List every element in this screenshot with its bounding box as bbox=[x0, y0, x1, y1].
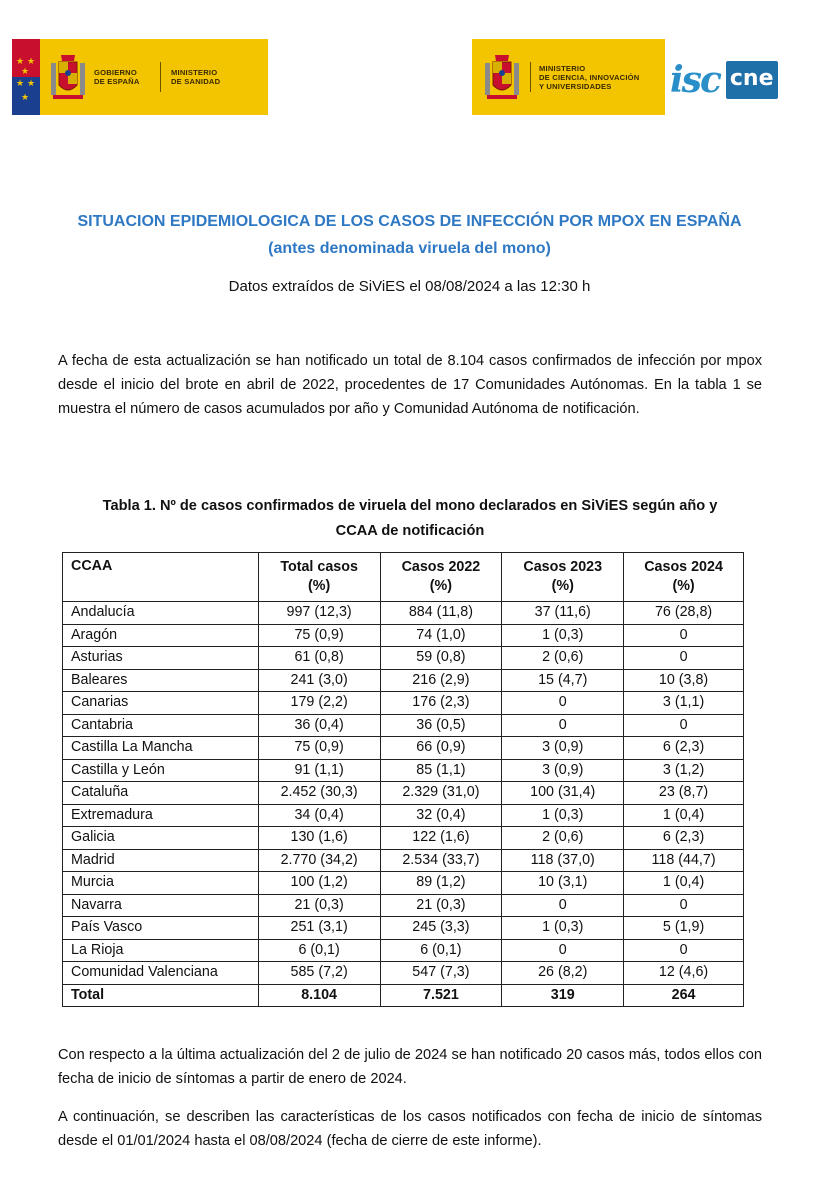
cases-cell: 1 (0,4) bbox=[624, 872, 744, 895]
cases-cell: 0 bbox=[502, 714, 624, 737]
table-row bbox=[63, 894, 744, 917]
table-row bbox=[63, 827, 744, 850]
logo-line: GOBIERNO bbox=[94, 68, 137, 77]
cases-cell: 2 (0,6) bbox=[502, 647, 624, 670]
region-name-cell: Cantabria bbox=[63, 714, 259, 737]
cases-cell: 36 (0,5) bbox=[380, 714, 502, 737]
cases-cell: 0 bbox=[624, 624, 744, 647]
region-name-cell: Navarra bbox=[63, 894, 259, 917]
logo-line: DE ESPAÑA bbox=[94, 77, 140, 86]
cases-cell: 0 bbox=[624, 647, 744, 670]
logo-line: DE CIENCIA, INNOVACIÓN bbox=[539, 72, 640, 82]
cases-table bbox=[62, 552, 744, 1007]
cases-cell: 585 (7,2) bbox=[258, 962, 380, 985]
region-name-cell: Baleares bbox=[63, 669, 259, 692]
cases-cell: 997 (12,3) bbox=[258, 602, 380, 625]
cases-cell: 0 bbox=[502, 894, 624, 917]
cases-cell: 37 (11,6) bbox=[502, 602, 624, 625]
cases-cell: 6 (2,3) bbox=[624, 737, 744, 760]
cases-cell: 34 (0,4) bbox=[258, 804, 380, 827]
table-row bbox=[63, 872, 744, 895]
data-extraction-note: Datos extraídos de SiViES el 08/08/2024 a las 12:30 h bbox=[228, 278, 591, 295]
column-header bbox=[380, 553, 502, 602]
table-caption-line: Tabla 1. Nº de casos confirmados de viruela del mono declarados en SiViES según año y bbox=[102, 498, 718, 514]
cases-cell: 118 (37,0) bbox=[502, 849, 624, 872]
header-unit: (%) bbox=[672, 578, 695, 594]
total-label-cell: Total bbox=[63, 984, 259, 1007]
header-unit: (%) bbox=[429, 578, 453, 594]
header-label: Casos 2023 bbox=[523, 559, 603, 575]
cases-cell: 89 (1,2) bbox=[380, 872, 502, 895]
cases-cell: 241 (3,0) bbox=[258, 669, 380, 692]
cases-cell: 85 (1,1) bbox=[380, 759, 502, 782]
total-cell: 264 bbox=[624, 984, 744, 1007]
region-name-cell: País Vasco bbox=[63, 917, 259, 940]
cases-cell: 75 (0,9) bbox=[258, 624, 380, 647]
region-name-cell: Aragón bbox=[63, 624, 259, 647]
column-header bbox=[502, 553, 624, 602]
cases-cell: 76 (28,8) bbox=[624, 602, 744, 625]
table-row bbox=[63, 737, 744, 760]
cases-cell: 251 (3,1) bbox=[258, 917, 380, 940]
region-name-cell: Murcia bbox=[63, 872, 259, 895]
cases-cell: 2.452 (30,3) bbox=[258, 782, 380, 805]
isc-logo-text: isc bbox=[670, 59, 720, 101]
region-name-cell: Andalucía bbox=[63, 602, 259, 625]
ministerio-sanidad-text bbox=[171, 68, 220, 86]
cases-cell: 3 (0,9) bbox=[502, 737, 624, 760]
cases-cell: 884 (11,8) bbox=[380, 602, 502, 625]
cases-cell: 245 (3,3) bbox=[380, 917, 502, 940]
table-row bbox=[63, 939, 744, 962]
total-cell: 7.521 bbox=[380, 984, 502, 1007]
cne-logo-text: cne bbox=[726, 61, 778, 99]
region-name-cell: Asturias bbox=[63, 647, 259, 670]
cases-cell: 21 (0,3) bbox=[380, 894, 502, 917]
gobierno-espana-logo bbox=[12, 39, 268, 115]
table-caption bbox=[60, 494, 760, 544]
table-row bbox=[63, 714, 744, 737]
update-paragraph: Con respecto a la última actualización del 2 de julio de 2024 se han notificado 20 casos más, todos ellos con fecha de inicio de síntomas a partir de enero de 2024. bbox=[58, 1047, 762, 1087]
cases-cell: 61 (0,8) bbox=[258, 647, 380, 670]
cases-cell: 3 (1,2) bbox=[624, 759, 744, 782]
table-row bbox=[63, 917, 744, 940]
column-header bbox=[258, 553, 380, 602]
table-row bbox=[63, 782, 744, 805]
cases-cell: 2.534 (33,7) bbox=[380, 849, 502, 872]
cases-cell: 100 (31,4) bbox=[502, 782, 624, 805]
logo-line: MINISTERIO bbox=[171, 68, 218, 77]
logo-line: DE SANIDAD bbox=[171, 77, 221, 86]
cases-cell: 21 (0,3) bbox=[258, 894, 380, 917]
region-name-cell: Cataluña bbox=[63, 782, 259, 805]
cases-cell: 0 bbox=[624, 714, 744, 737]
cases-cell: 0 bbox=[502, 692, 624, 715]
header-label: Casos 2022 bbox=[401, 559, 481, 575]
header-label: CCAA bbox=[71, 558, 113, 574]
cases-cell: 59 (0,8) bbox=[380, 647, 502, 670]
cases-cell: 3 (0,9) bbox=[502, 759, 624, 782]
cases-cell: 100 (1,2) bbox=[258, 872, 380, 895]
table-row bbox=[63, 692, 744, 715]
cases-cell: 3 (1,1) bbox=[624, 692, 744, 715]
intro-paragraph: A fecha de esta actualización se han notificado un total de 8.104 casos confirmados de infección por mpox desde el inicio del brote en abril de 2022, procedentes de 17 Comunidades Autónomas. En la tabla 1 se muestra el número de casos acumulados por año y Comunidad Autónoma de notificación. bbox=[58, 353, 762, 417]
table-caption-line: CCAA de notificación bbox=[335, 523, 485, 539]
cases-cell: 216 (2,9) bbox=[380, 669, 502, 692]
cases-cell: 6 (0,1) bbox=[258, 939, 380, 962]
cases-cell: 1 (0,3) bbox=[502, 917, 624, 940]
table-row bbox=[63, 624, 744, 647]
logo-divider bbox=[530, 62, 531, 92]
cases-cell: 122 (1,6) bbox=[380, 827, 502, 850]
region-name-cell: Galicia bbox=[63, 827, 259, 850]
cases-cell: 0 bbox=[624, 894, 744, 917]
region-name-cell: Madrid bbox=[63, 849, 259, 872]
cases-cell: 10 (3,8) bbox=[624, 669, 744, 692]
cases-cell: 66 (0,9) bbox=[380, 737, 502, 760]
cases-cell: 1 (0,4) bbox=[624, 804, 744, 827]
cases-cell: 2.329 (31,0) bbox=[380, 782, 502, 805]
logo-line: Y UNIVERSIDADES bbox=[539, 81, 612, 91]
table-row bbox=[63, 647, 744, 670]
cases-cell: 26 (8,2) bbox=[502, 962, 624, 985]
logo-line: MINISTERIO bbox=[539, 63, 586, 73]
logo-divider bbox=[160, 62, 161, 92]
document-title-line2: (antes denominada viruela del mono) bbox=[268, 240, 551, 257]
cases-cell: 32 (0,4) bbox=[380, 804, 502, 827]
table-row bbox=[63, 849, 744, 872]
cases-cell: 1 (0,3) bbox=[502, 624, 624, 647]
cases-cell: 75 (0,9) bbox=[258, 737, 380, 760]
cases-cell: 130 (1,6) bbox=[258, 827, 380, 850]
cases-cell: 15 (4,7) bbox=[502, 669, 624, 692]
table-body bbox=[63, 602, 744, 1007]
table-row bbox=[63, 962, 744, 985]
eu-flag-icon: ★ ★ ★ ★ ★ ★ bbox=[12, 39, 40, 115]
cases-cell: 6 (2,3) bbox=[624, 827, 744, 850]
cases-cell: 547 (7,3) bbox=[380, 962, 502, 985]
document-title: SITUACION EPIDEMIOLOGICA DE LOS CASOS DE INFECCIÓN POR MPOX EN ESPAÑA bbox=[77, 213, 742, 230]
isciii-cne-logo bbox=[670, 52, 790, 108]
column-header bbox=[63, 553, 259, 602]
cases-cell: 74 (1,0) bbox=[380, 624, 502, 647]
total-cell: 319 bbox=[502, 984, 624, 1007]
header-unit: (%) bbox=[551, 578, 574, 594]
header-label: Casos 2024 bbox=[644, 559, 723, 575]
cases-cell: 91 (1,1) bbox=[258, 759, 380, 782]
cases-cell: 2.770 (34,2) bbox=[258, 849, 380, 872]
coat-of-arms-icon bbox=[50, 49, 86, 105]
region-name-cell: Comunidad Valenciana bbox=[63, 962, 259, 985]
cases-cell: 12 (4,6) bbox=[624, 962, 744, 985]
total-cell: 8.104 bbox=[258, 984, 380, 1007]
table-total-row bbox=[63, 984, 744, 1007]
cases-cell: 10 (3,1) bbox=[502, 872, 624, 895]
table-row bbox=[63, 602, 744, 625]
table-header-row bbox=[63, 553, 744, 602]
cases-cell: 0 bbox=[502, 939, 624, 962]
table-row bbox=[63, 759, 744, 782]
cases-cell: 5 (1,9) bbox=[624, 917, 744, 940]
cases-cell: 2 (0,6) bbox=[502, 827, 624, 850]
region-name-cell: Castilla y León bbox=[63, 759, 259, 782]
cases-cell: 1 (0,3) bbox=[502, 804, 624, 827]
region-name-cell: Canarias bbox=[63, 692, 259, 715]
coat-of-arms-icon bbox=[484, 49, 520, 105]
region-name-cell: La Rioja bbox=[63, 939, 259, 962]
cases-cell: 23 (8,7) bbox=[624, 782, 744, 805]
cases-cell: 118 (44,7) bbox=[624, 849, 744, 872]
header-unit: (%) bbox=[308, 578, 331, 594]
ministerio-ciencia-logo bbox=[472, 39, 665, 115]
cases-cell: 6 (0,1) bbox=[380, 939, 502, 962]
region-name-cell: Extremadura bbox=[63, 804, 259, 827]
cases-cell: 176 (2,3) bbox=[380, 692, 502, 715]
ministerio-ciencia-text bbox=[539, 64, 639, 91]
region-name-cell: Castilla La Mancha bbox=[63, 737, 259, 760]
cases-cell: 179 (2,2) bbox=[258, 692, 380, 715]
continuation-paragraph: A continuación, se describen las características de los casos notificados con fecha de inicio de síntomas desde el 01/01/2024 hasta el 08/08/2024 (fecha de cierre de este informe). bbox=[58, 1109, 762, 1149]
column-header bbox=[624, 553, 744, 602]
cases-cell: 36 (0,4) bbox=[258, 714, 380, 737]
gobierno-text bbox=[94, 68, 150, 86]
cases-cell: 0 bbox=[624, 939, 744, 962]
header-label: Total casos bbox=[280, 559, 358, 575]
table-row bbox=[63, 669, 744, 692]
table-row bbox=[63, 804, 744, 827]
